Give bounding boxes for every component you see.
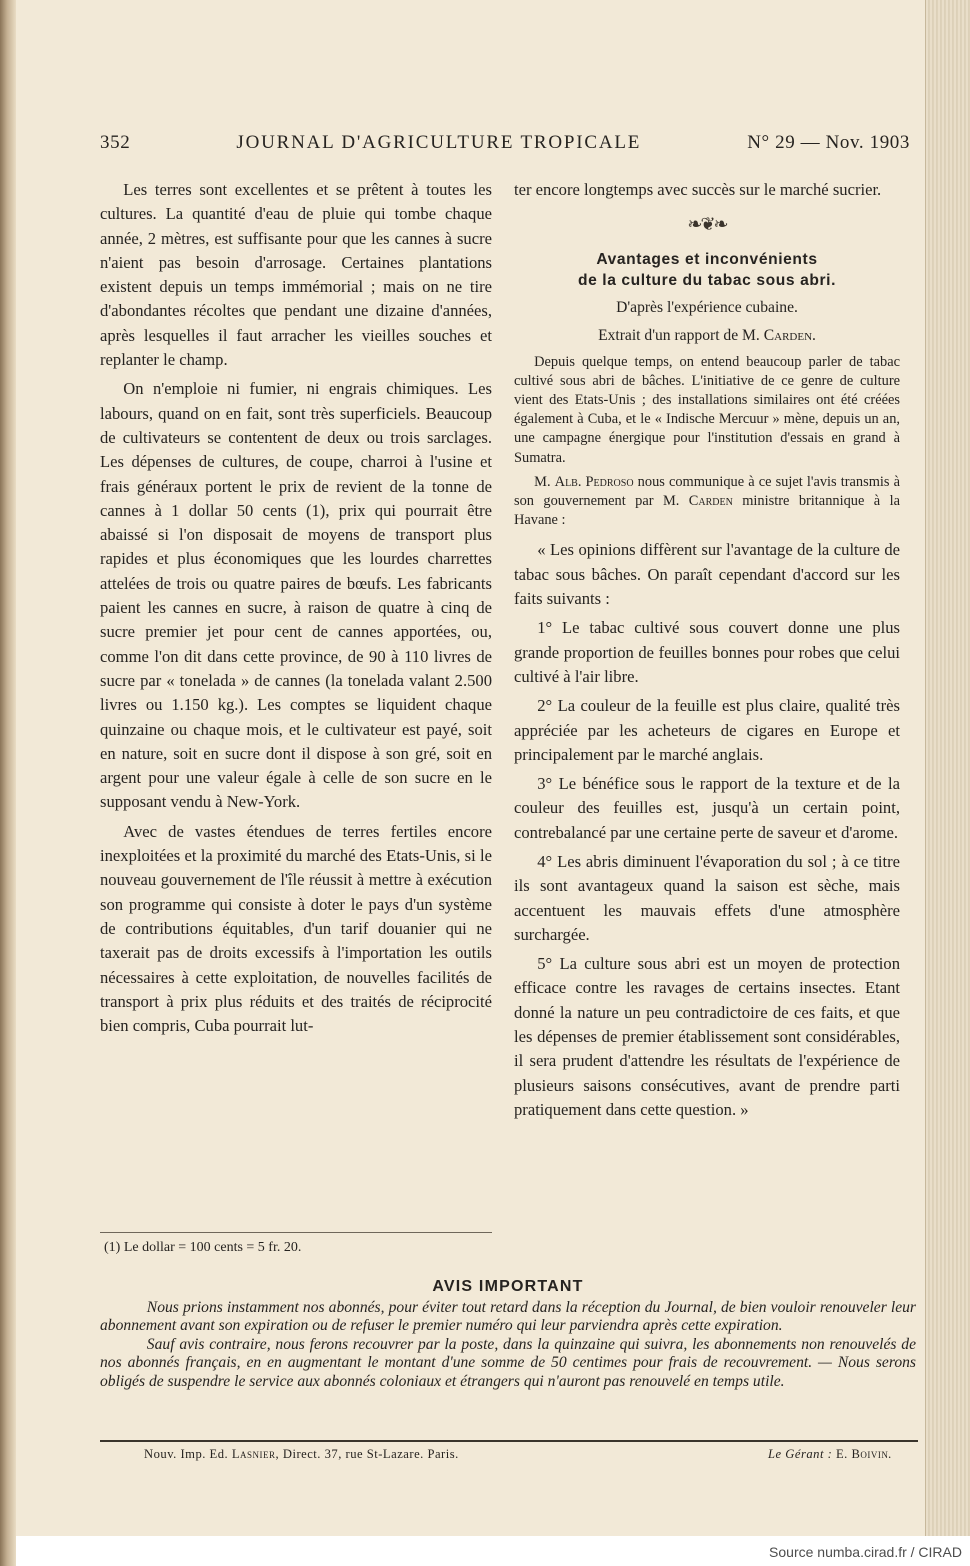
extract-suffix: . bbox=[812, 326, 816, 344]
quote-paragraph: 5° La culture sous abri est un moyen de protection efficace contre les ravages de certains insectes. Etant donné la nature un peu contradictoire de ces faits, et que les dépenses de premier établissement sont considérables, il sera prudent d'attendre les résultats de l'expérience de plusieurs saisons consécutives, avant de prendre parti pratiquement dans cette question. » bbox=[514, 954, 900, 1119]
quote-paragraph: « Les opinions diffèrent sur l'avantage de la culture de tabac sous bâches. On paraît cependant d'accord sur les faits suivants : bbox=[514, 540, 900, 609]
intro-name: Alb. Pedroso bbox=[554, 473, 634, 490]
important-notice bbox=[100, 1278, 916, 1392]
printer-credit bbox=[100, 1447, 459, 1462]
quote-paragraph: 4° Les abris diminuent l'évaporation du sol ; à ce titre ils sont avantageux quand la saison est sèche, mais accentuent les mauvais effets d'une atmosphère surchargée. bbox=[514, 851, 900, 944]
quote-paragraph: 3° Le bénéfice sous le rapport de la texture et de la couleur des feuilles est, jusqu'à un certain point, contrebalancé par une certaine perte de saveur et d'arome. bbox=[514, 774, 900, 842]
continued-paragraph: ter encore longtemps avec succès sur le marché sucrier. bbox=[514, 180, 882, 199]
intro-mid: nous communique à ce sujet l'avis transmis à son gouvernement par M. bbox=[514, 473, 900, 510]
extract-author: Carden bbox=[763, 326, 813, 344]
intro-name: Carden bbox=[688, 493, 733, 510]
source-credit: Source numba.cirad.fr / CIRAD bbox=[769, 1544, 962, 1560]
section-subtitle: D'après l'expérience cubaine. bbox=[616, 298, 798, 316]
notice-paragraph: Nous prions instamment nos abonnés, pour éviter tout retard dans la réception du Journal, de bien vouloir renouveler leur abonnement avant son expiration ou de refuser le premier numéro qui leur parviendra après cette expiration. bbox=[100, 1298, 916, 1335]
intro-prefix: M. bbox=[534, 473, 551, 490]
extract-credit bbox=[514, 325, 900, 347]
intro-paragraph bbox=[514, 473, 900, 531]
left-column bbox=[100, 178, 492, 1038]
manager-name: E. Boivin bbox=[835, 1447, 889, 1461]
page-edge-stack bbox=[925, 0, 970, 1536]
paragraph: Avec de vastes étendues de terres fertiles encore inexploitées et la proximité du marché des Etats-Unis, si le nouveau gouvernement de l'île réussit à mettre à exécution son programme qui consiste à doter le pays d'un système de contributions équitables, d'un tarif douanier qui ne taxerait pas de droits excessifs à l'importation les outils nécessaires à cette exploitation, de nouvelles facilités de transport à prix plus réduits et des traités de réciprocité bien compris, Cuba pourrait lut- bbox=[100, 821, 492, 1036]
extract-prefix: Extrait d'un rapport de M. bbox=[598, 326, 760, 344]
notice-title: AVIS IMPORTANT bbox=[432, 1278, 584, 1295]
imprint-line bbox=[100, 1447, 918, 1462]
right-column bbox=[514, 178, 900, 1122]
manager-suffix: . bbox=[888, 1447, 892, 1461]
journal-title: JOURNAL D'AGRICULTURE TROPICALE bbox=[236, 132, 642, 153]
running-header bbox=[100, 132, 910, 160]
intro-text bbox=[514, 353, 900, 531]
quoted-report bbox=[514, 538, 900, 1122]
paragraph: On n'emploie ni fumier, ni engrais chimiques. Les labours, quand on en fait, sont très superficiels. Beaucoup de cultivateurs se contentent de deux ou trois sarclages. Les dépenses de cultures, de coupe, charroi à l'usine et frais généraux portent le prix de revient de la tonne de cannes à 1 dollar 50 cents (1), prix qui pourrait être abaissé si l'on disposait de moyens de transport plus rapides et plus économiques que les lourdes charrettes attelées de trois ou quatre paires de bœufs. Les fabricants paient les cannes en sucre, à raison de quatre à cinq de sucre premier jet pour cent de cannes apportées, ou, comme l'on dit dans cette province, de 90 à 110 livres de sucre par « tonelada » de cannes (la tonelada valant 2.500 livres ou 1.150 kg.). Les comptes se liquident chaque quinzaine ou chaque mois, et le cultivateur est payé, soit en nature, soit en sucre dont il dispose à son gré, soit en argent pour une valeur égale à celle de son sucre en le supposant vendu à New-York. bbox=[100, 379, 492, 812]
manager-credit bbox=[768, 1447, 918, 1462]
quote-paragraph: 2° La couleur de la feuille est plus claire, qualité très appréciée par les acheteurs de cigares en Europe et principalement par le marché anglais. bbox=[514, 696, 900, 764]
page-number: 352 bbox=[100, 132, 131, 153]
book-spine-shadow bbox=[0, 0, 16, 1566]
notice-paragraph: Sauf avis contraire, nous ferons recouvrer par la poste, dans la quinzaine qui suivra, les abonnements non renouvelés de nos abonnés français, en en augmentant le montant d'une somme de 50 centimes pour frais de recouvrement. — Nous serons obligés de suspendre le service aux abonnés coloniaux et étrangers qui n'auront pas renouvelé en temps utile. bbox=[100, 1335, 916, 1390]
printer-name: Lasnier bbox=[231, 1447, 276, 1461]
printer-suffix: , Direct. 37, rue St-Lazare. Paris. bbox=[275, 1447, 459, 1461]
footnote bbox=[100, 1232, 492, 1257]
paragraph: Les terres sont excellentes et se prêtent à toutes les cultures. La quantité d'eau de pluie qui tombe chaque année, 2 mètres, est suffisante pour que les cannes à sucre n'aient pas besoin d'arrosage. Certaines plantations existent depuis un temps immémorial ; mais on ne tire d'abondantes récoltes que pendant une dizaine d'années, après lesquelles il faut arracher les vieilles souches et replanter le champ. bbox=[100, 180, 492, 370]
section-title-line: Avantages et inconvénients bbox=[596, 250, 818, 268]
intro-suffix: ministre britannique à la Havane : bbox=[514, 493, 900, 529]
printer-prefix: Nouv. Imp. Ed. bbox=[144, 1447, 229, 1461]
quote-paragraph: 1° Le tabac cultivé sous couvert donne une plus grande proportion de feuilles bonnes pour robes que celui cultivé à l'air libre. bbox=[514, 618, 900, 686]
imprint-rule bbox=[100, 1440, 918, 1442]
footnote-text: (1) Le dollar = 100 cents = 5 fr. 20. bbox=[104, 1240, 302, 1255]
section-title bbox=[514, 249, 900, 291]
intro-paragraph: Depuis quelque temps, on entend beaucoup parler de tabac cultivé sous abri de bâches. L'initiative de ce genre de culture vient des Etats-Unis ; des installations similaires ont été créées également à Cuba, et le « Indische Mercuur » mène, depuis un an, une campagne énergique pour l'institution d'essais en grand à Sumatra. bbox=[514, 353, 900, 466]
manager-label: Le Gérant : bbox=[768, 1447, 833, 1461]
fleuron-ornament-icon: ❧❦❧ bbox=[687, 214, 727, 235]
issue-info: N° 29 — Nov. 1903 bbox=[747, 132, 910, 153]
section-title-line: de la culture du tabac sous abri. bbox=[577, 271, 837, 289]
